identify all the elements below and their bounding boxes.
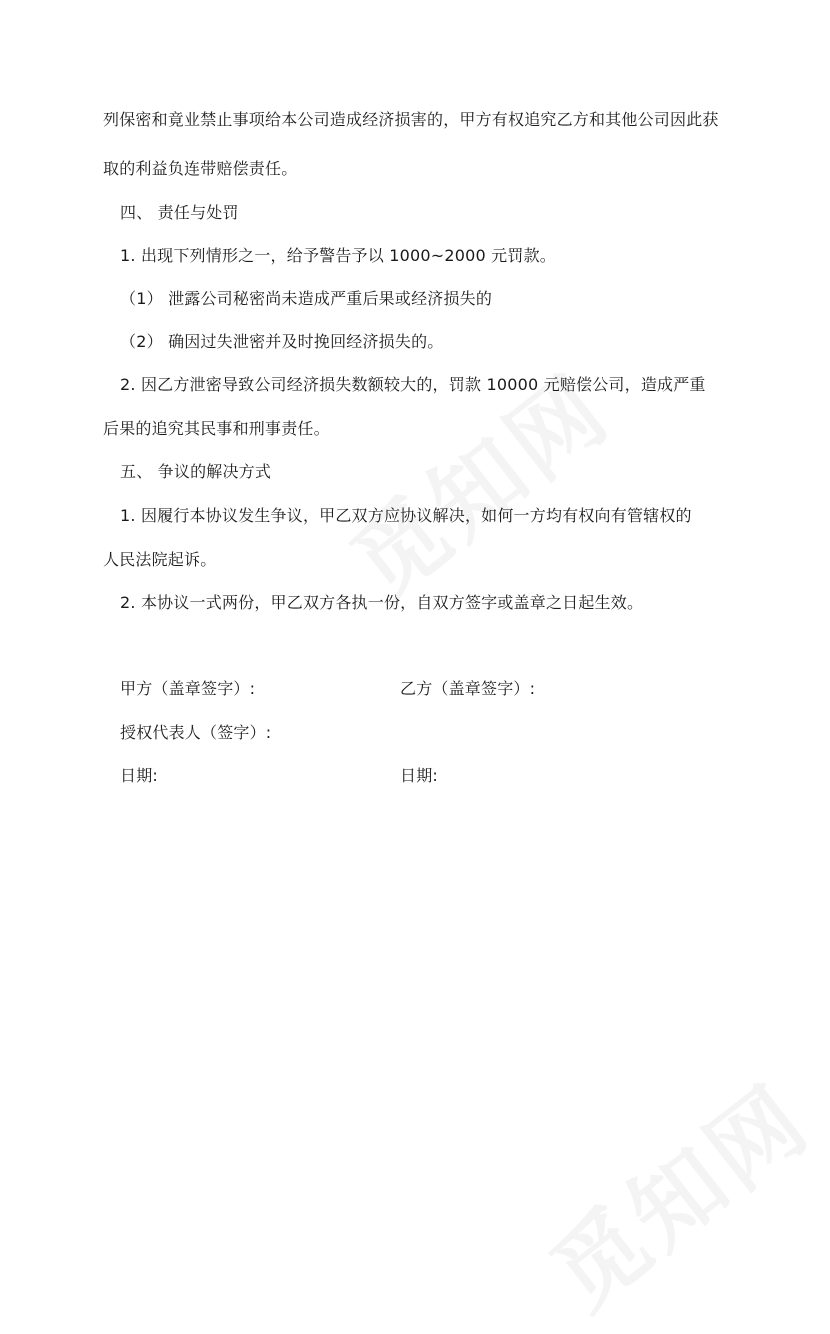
list-item: 2. 本协议一式两份，甲乙双方各执一份，自双方签字或盖章之日起生效。 <box>120 593 644 612</box>
sub-list-item: （2） 确因过失泄密并及时挽回经济损失的。 <box>120 332 444 351</box>
paragraph-line: 取的利益负连带赔偿责任。 <box>103 159 298 178</box>
paragraph-line: 人民法院起诉。 <box>103 550 217 569</box>
sub-list-item: （1） 泄露公司秘密尚未造成严重后果或经济损失的 <box>120 289 493 308</box>
list-item: 1. 出现下列情形之一，给予警告予以 1000~2000 元罚款。 <box>120 246 556 265</box>
party-a-signature-label: 甲方（盖章签字）: <box>120 679 256 698</box>
party-b-signature-label: 乙方（盖章签字）: <box>400 679 536 698</box>
representative-signature-label: 授权代表人（签字）: <box>120 723 272 742</box>
date-label-a: 日期: <box>120 766 158 785</box>
paragraph-line: 列保密和竟业禁止事项给本公司造成经济损害的，甲方有权追究乙方和其他公司因此获 <box>103 110 719 129</box>
section-heading: 五、 争议的解决方式 <box>120 462 272 481</box>
watermark <box>520 1049 830 1334</box>
paragraph-line: 后果的追究其民事和刑事责任。 <box>103 419 330 438</box>
section-heading: 四、 责任与处罚 <box>120 203 239 222</box>
date-label-b: 日期: <box>400 766 438 785</box>
list-item: 2. 因乙方泄密导致公司经济损失数额较大的，罚款 10000 元赔偿公司，造成严重 <box>120 375 706 394</box>
list-item: 1. 因履行本协议发生争议，甲乙双方应协议解决，如何一方均有权向有管辖权的 <box>120 506 692 525</box>
